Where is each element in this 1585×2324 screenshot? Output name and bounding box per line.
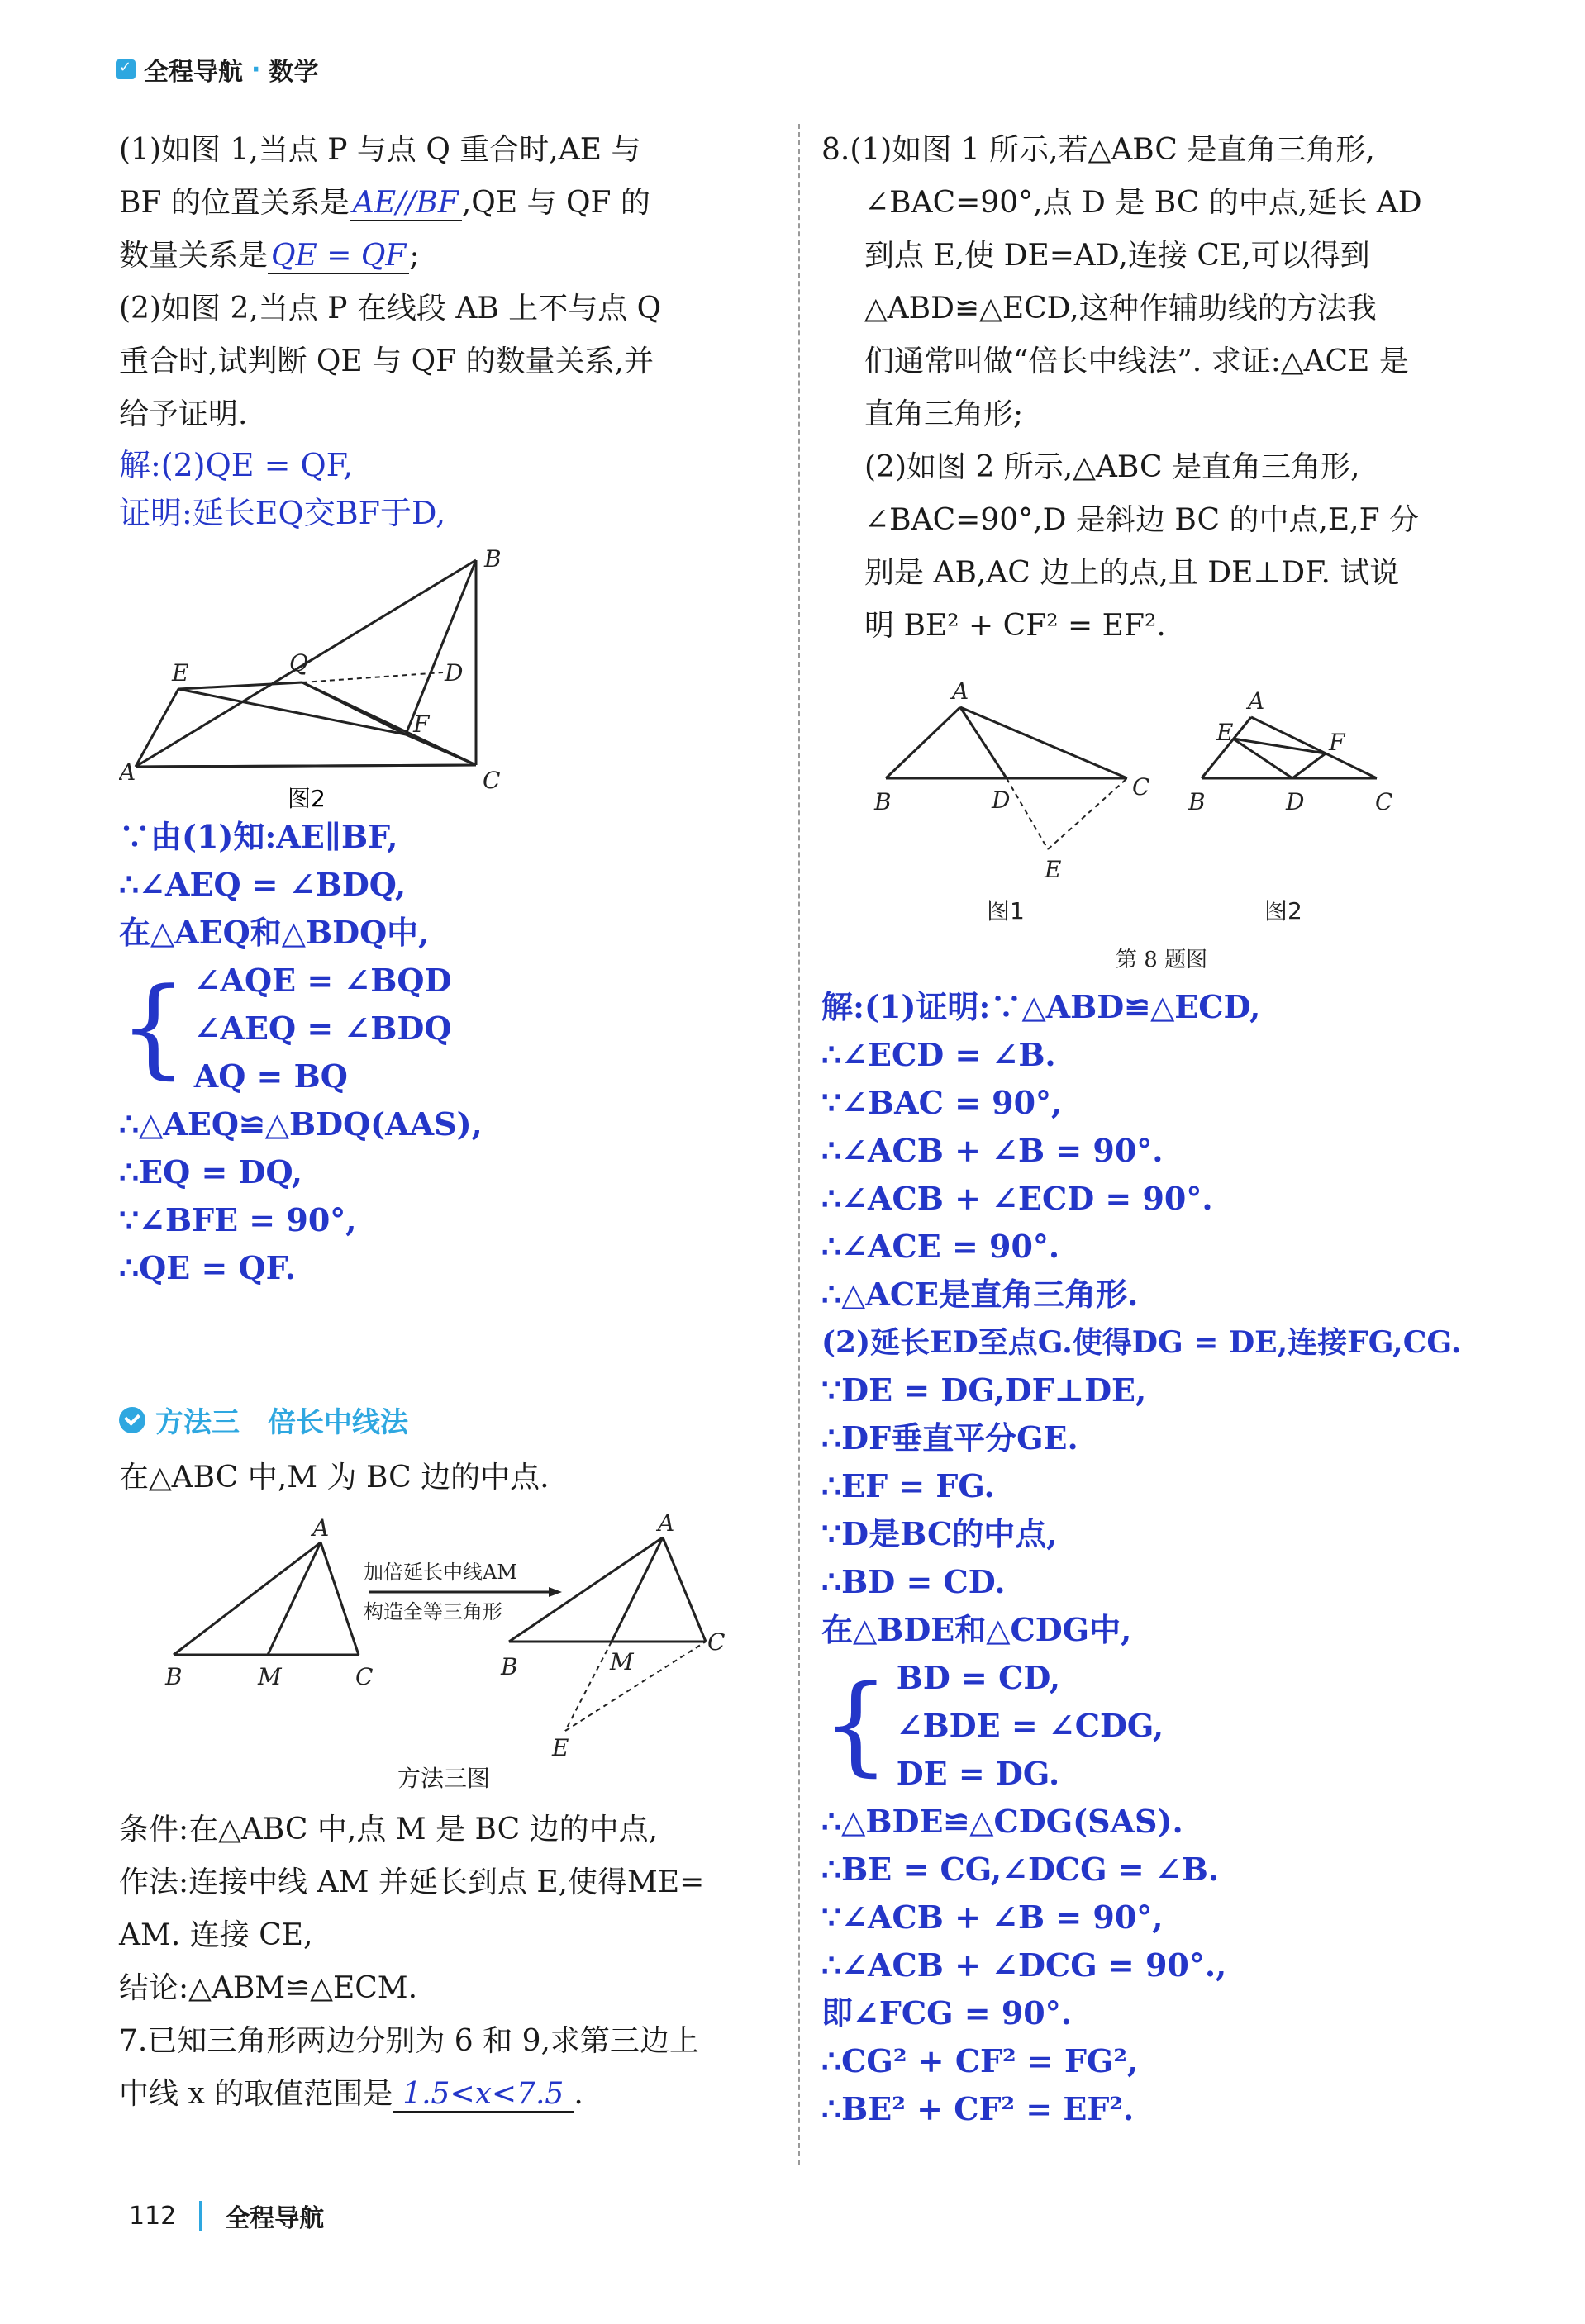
q6-part2-line1: (2)如图 2,当点 P 在线段 AB 上不与点 Q (119, 292, 662, 326)
q8-line: △ABD≌△ECD,这种作辅助线的方法我 (864, 292, 1377, 326)
brace-line: ∠AQE = ∠BQD (193, 962, 452, 999)
proof-line: 在△AEQ和△BDQ中, (119, 914, 430, 951)
q6-text: 数量关系是 (119, 239, 269, 273)
q7-text: 中线 x 的取值范围是 (119, 2077, 393, 2111)
q6-part2-line2: 重合时,试判断 QE 与 QF 的数量关系,并 (119, 345, 654, 378)
q8-line: 直角三角形; (864, 397, 1024, 431)
q6-text: BF 的位置关系是 (119, 186, 350, 220)
solution-line: ∴∠ACB + ∠B = 90°. (821, 1132, 1164, 1169)
method-conclusion: 结论:△ABM≌△ECM. (119, 1971, 418, 2005)
fig-label: D (1286, 788, 1305, 815)
q6-text: ; (409, 239, 420, 273)
solution-line: 解:(1)证明:∵△ABD≌△ECD, (821, 988, 1261, 1025)
solution-line: ∴∠ACE = 90°. (821, 1228, 1060, 1265)
q7-text: . (574, 2077, 583, 2111)
solution-line: 在△BDE和△CDG中, (821, 1611, 1132, 1648)
fig-label: A (119, 758, 136, 786)
header-dot: · (251, 55, 261, 84)
brace-line: ∠AEQ = ∠BDQ (193, 1010, 452, 1047)
page-header (116, 51, 318, 88)
arrow-label-bottom: 构造全等三角形 (364, 1600, 502, 1623)
column-divider (798, 124, 800, 2165)
q6-part1-line2 (119, 177, 769, 230)
solution-line: ∴EF = FG. (821, 1467, 995, 1504)
proof-line: ∵由(1)知:AE∥BF, (119, 818, 398, 855)
fig-label: C (707, 1628, 726, 1656)
q6-figure-2 (119, 549, 516, 813)
q6-part1-line3 (119, 230, 769, 283)
solution-line: ∵DE = DG,DF⊥DE, (821, 1371, 1147, 1409)
method-section-header (119, 1400, 769, 1440)
fig-label: M (258, 1663, 282, 1690)
proof-line: ∵∠BFE = 90°, (119, 1201, 357, 1238)
q8-line: 到点 E,使 DE=AD,连接 CE,可以得到 (864, 239, 1370, 273)
fig-label: A (952, 677, 969, 705)
fig-caption: 图2 (1264, 897, 1302, 924)
method-intro: 在△ABC 中,M 为 BC 边的中点. (119, 1461, 550, 1495)
solution-line: ∴BE² + CF² = EF². (821, 2090, 1135, 2127)
q6-part1-line1: (1)如图 1,当点 P 与点 Q 重合时,AE 与 (119, 133, 641, 167)
method-figure (119, 1513, 764, 1761)
solution-line: ∴DF垂直平分GE. (821, 1419, 1078, 1457)
brace-line: BD = CD, (896, 1659, 1061, 1696)
right-column (821, 124, 1549, 2133)
figs-caption: 第 8 题图 (1116, 948, 1208, 972)
brace-line: DE = DG. (896, 1755, 1060, 1792)
proof-line: ∴△AEQ≌△BDQ(AAS), (119, 1105, 483, 1143)
q7-answer: 1.5<x<7.5 (393, 2077, 574, 2113)
q8-line: 8.(1)如图 1 所示,若△ABC 是直角三角形, (821, 133, 1375, 167)
fig-label: E (1045, 856, 1062, 883)
footer-divider (199, 2201, 202, 2231)
fig-label: B (874, 788, 892, 815)
fig-label: D (445, 659, 464, 687)
q6-answer-2: QE = QF (268, 239, 409, 274)
solution-line: ∵D是BC的中点, (821, 1515, 1058, 1552)
page-footer (129, 2198, 324, 2234)
solution-line: ∴BD = CD. (821, 1563, 1006, 1600)
proof-line: ∴EQ = DQ, (119, 1153, 302, 1191)
proof-line: ∴QE = QF. (119, 1249, 297, 1286)
fig-label: Q (289, 649, 308, 677)
brace-line: ∠BDE = ∠CDG, (896, 1707, 1164, 1744)
fig-label: A (312, 1514, 330, 1542)
solution-line: 即∠FCG = 90°. (821, 1994, 1072, 2032)
fig-label: M (610, 1648, 634, 1675)
fig-label: E (552, 1734, 569, 1761)
q6-answer-1: AE//BF (350, 186, 462, 221)
fig-label: F (413, 711, 430, 738)
brace-symbol: { (119, 964, 188, 1090)
q8-line: ∠BAC=90°,D 是斜边 BC 的中点,E,F 分 (864, 503, 1420, 537)
q7-line1: 7.已知三角形两边分别为 6 和 9,求第三边上 (119, 2024, 699, 2058)
solution-line: ∵∠BAC = 90°, (821, 1084, 1063, 1121)
check-icon (116, 59, 136, 79)
fig-label: F (1329, 729, 1345, 756)
q6-part2-line3: 给予证明. (119, 397, 248, 431)
fig-label: B (484, 549, 502, 573)
header-subject: 数学 (269, 58, 319, 87)
fig-label: B (1188, 788, 1206, 815)
solution-line: ∴CG² + CF² = FG², (821, 2042, 1139, 2079)
fig-label: E (172, 659, 189, 687)
q8-line: (2)如图 2 所示,△ABC 是直角三角形, (864, 450, 1360, 484)
fig-label: C (1375, 788, 1393, 815)
q8-line: ∠BAC=90°,点 D 是 BC 的中点,延长 AD (864, 186, 1422, 220)
footer-name: 全程导航 (225, 2204, 325, 2233)
header-title: 全程导航 (144, 58, 243, 87)
section-title: 方法三 倍长中线法 (155, 1406, 408, 1439)
brace-group (119, 957, 769, 1100)
solution-line: ∴∠ACB + ∠ECD = 90°. (821, 1180, 1213, 1217)
fig-label: C (355, 1663, 374, 1690)
brace-line: AQ = BQ (193, 1057, 348, 1095)
fig-label: C (483, 767, 501, 794)
method-condition: 条件:在△ABC 中,点 M 是 BC 边的中点, (119, 1813, 659, 1846)
left-column (119, 124, 769, 2121)
solution-line: ∴BE = CG,∠DCG = ∠B. (821, 1851, 1220, 1888)
arrow-label-top: 加倍延长中线AM (364, 1561, 517, 1584)
q8-line: 明 BE² + CF² = EF². (864, 609, 1166, 643)
brace-group (821, 1654, 1549, 1798)
q6-text: ,QE 与 QF 的 (461, 186, 650, 220)
solution-line: ∴△BDE≌△CDG(SAS). (821, 1803, 1183, 1840)
fig-caption: 图2 (288, 785, 326, 812)
q8-line: 别是 AB,AC 边上的点,且 DE⊥DF. 试说 (864, 556, 1400, 590)
solution-line: ∴△ACE是直角三角形. (821, 1276, 1139, 1313)
page-number: 112 (129, 2201, 177, 2231)
check-circle-icon (119, 1407, 145, 1433)
fig-caption: 图1 (987, 897, 1025, 924)
fig-label: D (992, 787, 1011, 814)
fig-label: B (501, 1653, 518, 1680)
solution-line: (2)延长ED至点G.使得DG = DE,连接FG,CG. (821, 1325, 1462, 1360)
q8-line: 们通常叫做“倍长中线法”. 求证:△ACE 是 (864, 345, 1409, 378)
solution-line: ∴∠ECD = ∠B. (821, 1036, 1056, 1073)
method-action-line2: AM. 连接 CE, (119, 1918, 313, 1952)
solution-line: 解:(2)QE = QF, (119, 447, 354, 483)
solution-line: 证明:延长EQ交BF于D, (119, 495, 446, 531)
proof-line: ∴∠AEQ = ∠BDQ, (119, 866, 407, 903)
method-action-line1: 作法:连接中线 AM 并延长到点 E,使得ME= (119, 1865, 705, 1899)
method-caption: 方法三图 (397, 1765, 490, 1792)
fig-label: C (1132, 773, 1150, 801)
fig-label: E (1216, 719, 1234, 746)
solution-line: ∵∠ACB + ∠B = 90°, (821, 1899, 1164, 1936)
brace-symbol: { (821, 1661, 890, 1787)
fig-label: A (658, 1513, 675, 1537)
q8-figures (821, 669, 1532, 983)
fig-label: B (165, 1663, 183, 1690)
q7-line2 (119, 2068, 769, 2121)
fig-label: A (1248, 687, 1265, 715)
solution-line: ∴∠ACB + ∠DCG = 90°., (821, 1946, 1227, 1984)
